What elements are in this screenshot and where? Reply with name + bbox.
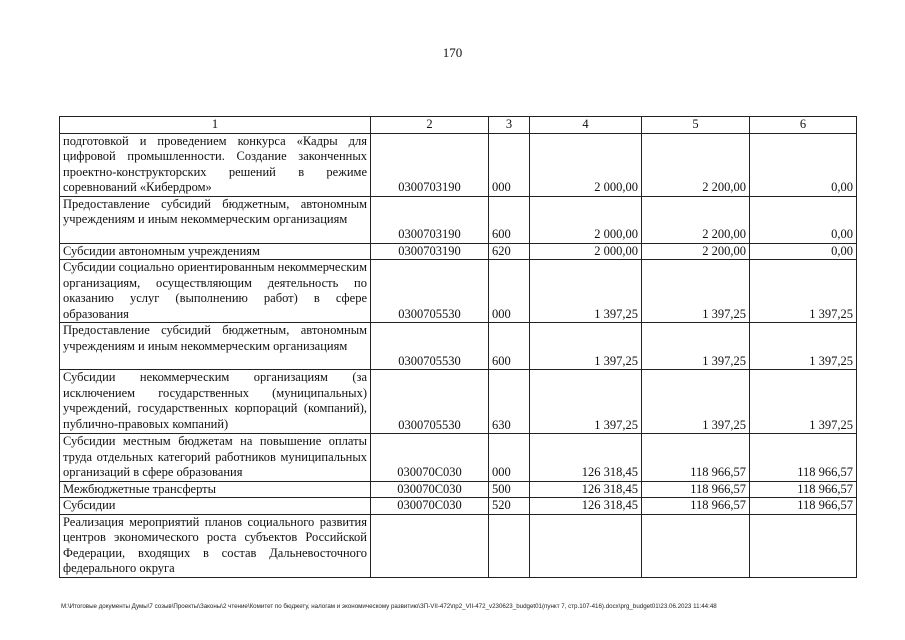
- row-name: подготовкой и проведением конкурса «Кадры для цифровой промышленности. Создание законченных проектно-конструкторских решений в режиме соревнований «Кибердром»: [60, 133, 371, 196]
- row-target-code: 0300703190: [371, 133, 489, 196]
- row-expense-type: 630: [489, 370, 530, 434]
- row-value-1: 126 318,45: [530, 498, 642, 515]
- row-value-2: 118 966,57: [642, 498, 750, 515]
- row-value-3: 0,00: [750, 196, 857, 243]
- row-target-code: 0300705530: [371, 370, 489, 434]
- row-value-2: 2 200,00: [642, 196, 750, 243]
- row-value-2: 2 200,00: [642, 243, 750, 260]
- row-value-2: 118 966,57: [642, 434, 750, 482]
- table-row: [60, 323, 857, 370]
- row-name: Субсидии автономным учреждениям: [60, 243, 371, 260]
- row-value-3: 0,00: [750, 133, 857, 196]
- table-row: [60, 243, 857, 260]
- row-value-1: 2 000,00: [530, 133, 642, 196]
- row-value-3: 0,00: [750, 243, 857, 260]
- table-row: [60, 514, 857, 577]
- header-cell-6: 6: [750, 117, 857, 134]
- row-target-code: 0300705530: [371, 260, 489, 323]
- row-expense-type: 520: [489, 498, 530, 515]
- table-header-row: [60, 117, 857, 134]
- row-value-3: [750, 514, 857, 577]
- row-value-1: 1 397,25: [530, 370, 642, 434]
- row-value-3: 1 397,25: [750, 370, 857, 434]
- row-expense-type: 000: [489, 133, 530, 196]
- table-row: [60, 133, 857, 196]
- table-row: [60, 260, 857, 323]
- row-name: Субсидии местным бюджетам на повышение оплаты труда отдельных категорий работников муниципальных организаций в сфере образования: [60, 434, 371, 482]
- header-cell-2: 2: [371, 117, 489, 134]
- row-name: Межбюджетные трансферты: [60, 481, 371, 498]
- row-target-code: 0300705530: [371, 323, 489, 370]
- row-name: Субсидии: [60, 498, 371, 515]
- table-row: [60, 434, 857, 482]
- row-expense-type: 600: [489, 196, 530, 243]
- row-name: Субсидии некоммерческим организациям (за исключением государственных (муниципальных) учреждений, государственных корпораций (компаний), публично-правовых компаний): [60, 370, 371, 434]
- table-row: [60, 481, 857, 498]
- row-value-3: 118 966,57: [750, 434, 857, 482]
- row-target-code: 030070С030: [371, 434, 489, 482]
- row-value-1: 1 397,25: [530, 260, 642, 323]
- row-value-2: 1 397,25: [642, 260, 750, 323]
- row-value-2: [642, 514, 750, 577]
- row-expense-type: 620: [489, 243, 530, 260]
- header-cell-1: 1: [60, 117, 371, 134]
- budget-table: [59, 116, 857, 578]
- row-value-2: 1 397,25: [642, 323, 750, 370]
- header-cell-3: 3: [489, 117, 530, 134]
- row-value-1: 126 318,45: [530, 481, 642, 498]
- row-expense-type: 000: [489, 260, 530, 323]
- row-name: Предоставление субсидий бюджетным, автономным учреждениям и иным некоммерческим организациям: [60, 323, 371, 370]
- table-row: [60, 370, 857, 434]
- row-value-3: 1 397,25: [750, 260, 857, 323]
- header-cell-5: 5: [642, 117, 750, 134]
- row-value-1: 2 000,00: [530, 196, 642, 243]
- row-value-1: 2 000,00: [530, 243, 642, 260]
- row-value-3: 118 966,57: [750, 481, 857, 498]
- row-expense-type: 600: [489, 323, 530, 370]
- row-expense-type: 500: [489, 481, 530, 498]
- row-value-2: 1 397,25: [642, 370, 750, 434]
- row-value-2: 2 200,00: [642, 133, 750, 196]
- row-expense-type: [489, 514, 530, 577]
- row-name: Субсидии социально ориентированным некоммерческим организациям, осуществляющим деятельность по оказанию услуг (выполнению работ) в сфере образования: [60, 260, 371, 323]
- row-target-code: 030070С030: [371, 481, 489, 498]
- row-expense-type: 000: [489, 434, 530, 482]
- row-value-1: [530, 514, 642, 577]
- row-value-3: 118 966,57: [750, 498, 857, 515]
- row-target-code: 0300703190: [371, 243, 489, 260]
- table-row: [60, 196, 857, 243]
- row-value-1: 1 397,25: [530, 323, 642, 370]
- row-name: Реализация мероприятий планов социального развития центров экономического роста субъектов Российской Федерации, входящих в состав Дальневосточного федерального округа: [60, 514, 371, 577]
- header-cell-4: 4: [530, 117, 642, 134]
- document-path-footer: М:\Итоговые документы Думы\7 созыв\Проекты\Законы\2 чтение\Комитет по бюджету, налогам и экономическому развитию\ЗП-VII-472\пр2_VII-472_v230623_budget01(пункт 7, стр.107-416).docx\prg_budget01\23.06.2023 11:44:48: [61, 603, 717, 610]
- row-target-code: 030070С030: [371, 498, 489, 515]
- page-number: 170: [442, 45, 463, 60]
- table-row: [60, 498, 857, 515]
- row-value-2: 118 966,57: [642, 481, 750, 498]
- row-target-code: 0300703190: [371, 196, 489, 243]
- row-value-3: 1 397,25: [750, 323, 857, 370]
- row-name: Предоставление субсидий бюджетным, автономным учреждениям и иным некоммерческим организациям: [60, 196, 371, 243]
- row-target-code: [371, 514, 489, 577]
- row-value-1: 126 318,45: [530, 434, 642, 482]
